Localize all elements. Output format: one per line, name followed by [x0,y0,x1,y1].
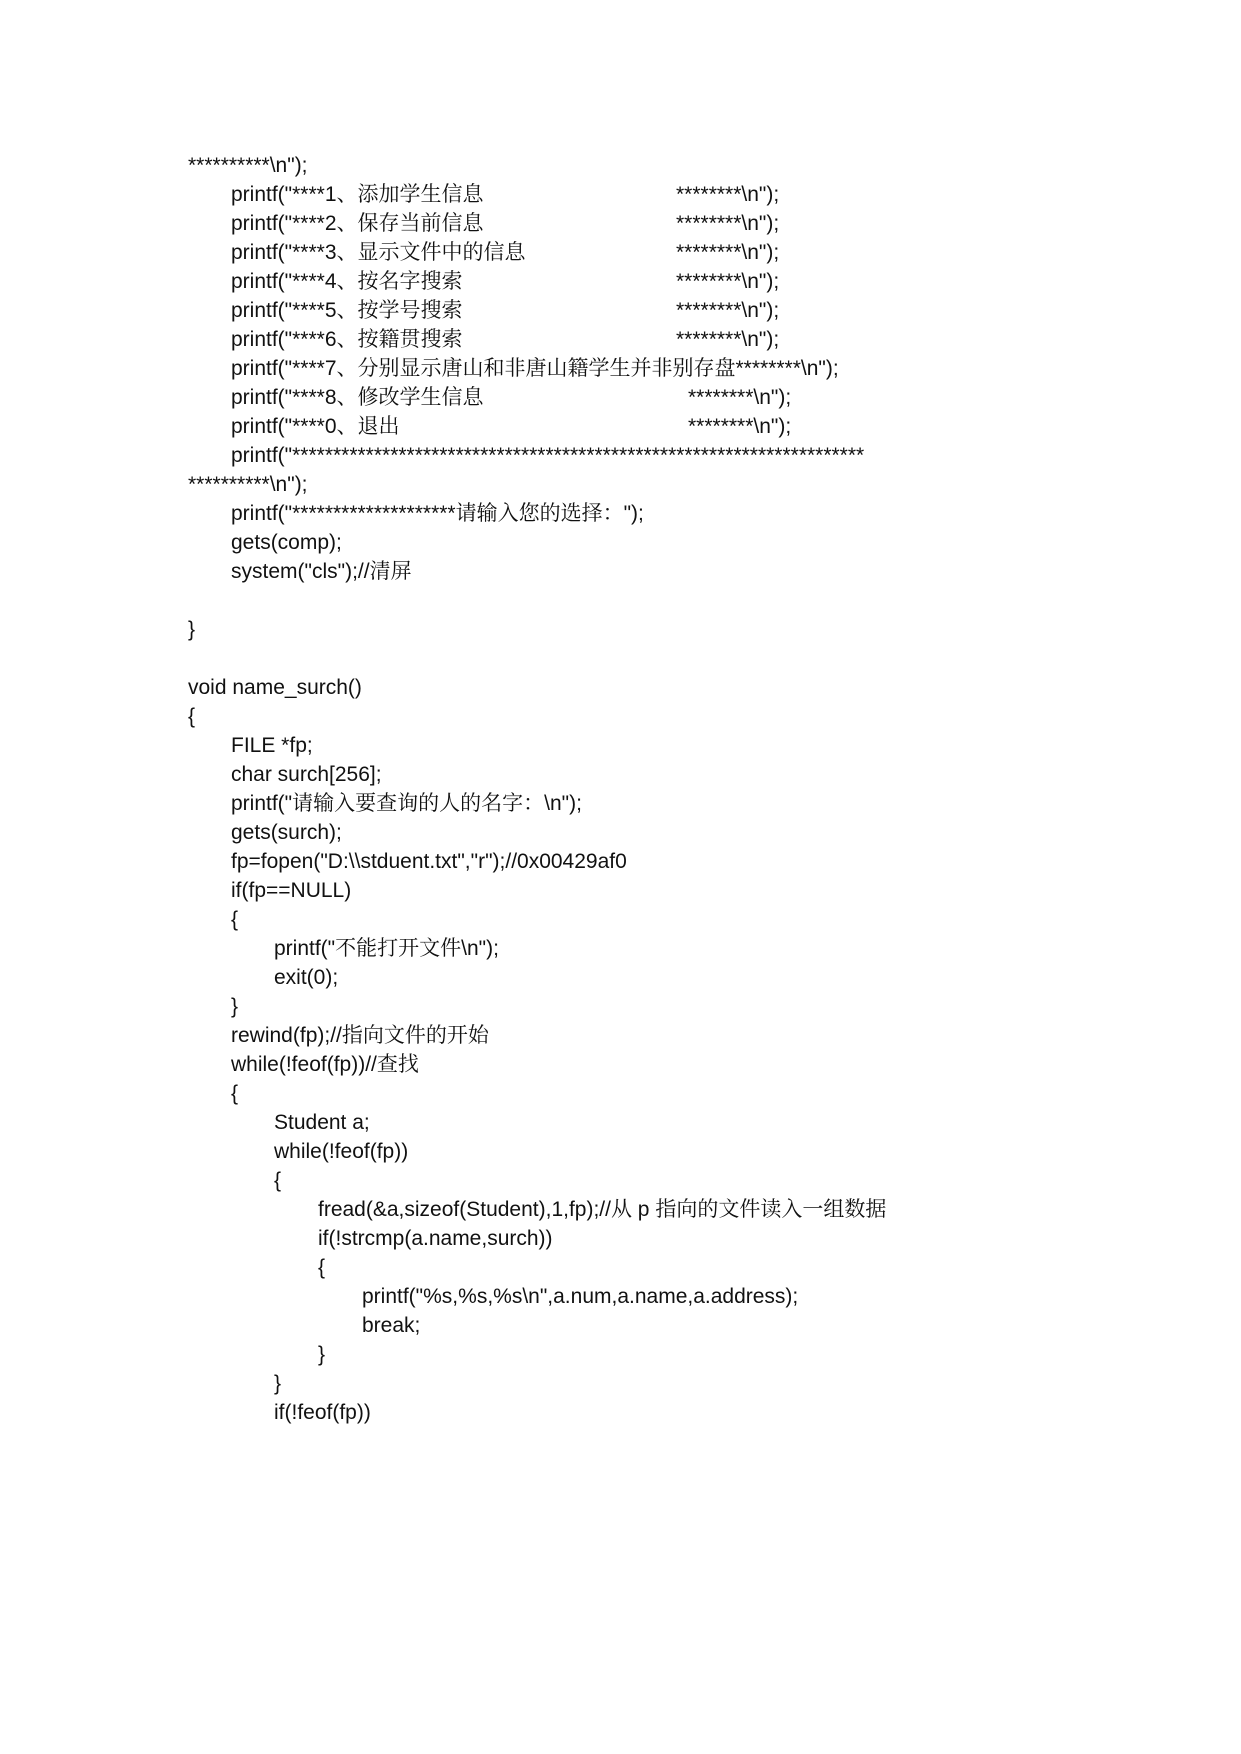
code-line: exit(0); [274,966,339,989]
code-line-tail: ********\n"); [676,212,780,235]
code-line: **********\n"); [188,473,308,496]
code-line: } [274,1372,282,1395]
code-line: FILE *fp; [231,734,313,757]
code-line: printf("****2、保存当前信息 [231,212,484,235]
code-line: void name_surch() [188,676,362,699]
code-line-tail: ********\n"); [688,386,792,409]
code-line: { [231,1082,239,1105]
code-line: if(!strcmp(a.name,surch)) [318,1227,553,1250]
code-line: char surch[256]; [231,763,382,786]
code-line: gets(surch); [231,821,342,844]
code-line: printf("请输入要查询的人的名字：\n"); [231,792,582,815]
code-line: while(!feof(fp)) [274,1140,409,1163]
code-line: printf("****7、分别显示唐山和非唐山籍学生并非别存盘********\n"); [231,357,839,380]
code-line: } [318,1343,326,1366]
code-line: if(!feof(fp)) [274,1401,371,1424]
code-line: printf("%s,%s,%s\n",a.num,a.name,a.address); [362,1285,799,1308]
code-line-tail: ********\n"); [688,415,792,438]
code-line: { [318,1256,326,1279]
code-line: printf("********************请输入您的选择："); [231,502,644,525]
code-line-tail: ********\n"); [676,241,780,264]
code-line: break; [362,1314,421,1337]
code-line: Student a; [274,1111,370,1134]
code-line: **********\n"); [188,154,308,177]
code-line: printf("****1、添加学生信息 [231,183,484,206]
code-line-tail: ********\n"); [676,328,780,351]
code-line: printf("****6、按籍贯搜索 [231,328,463,351]
code-line: fread(&a,sizeof(Student),1,fp);//从 p 指向的文件读入一组数据 [318,1198,887,1221]
code-line: system("cls");//清屏 [231,560,412,583]
code-line-tail: ********\n"); [676,299,780,322]
code-line: printf("****5、按学号搜索 [231,299,463,322]
code-line: printf("不能打开文件\n"); [274,937,499,960]
code-line: printf("****8、修改学生信息 [231,386,484,409]
code-line: gets(comp); [231,531,342,554]
code-line: rewind(fp);//指向文件的开始 [231,1024,489,1047]
code-line-tail: ********\n"); [676,183,780,206]
code-line: printf("****3、显示文件中的信息 [231,241,526,264]
code-line-tail: ********\n"); [676,270,780,293]
code-line: printf("********************************************************************** [231,444,865,467]
code-line: while(!feof(fp))//查找 [231,1053,419,1076]
code-line: fp=fopen("D:\\stduent.txt","r");//0x00429af0 [231,850,627,873]
code-line: } [231,995,239,1018]
code-line: printf("****4、按名字搜索 [231,270,463,293]
code-line: } [188,618,196,641]
code-line: printf("****0、退出 [231,415,400,438]
code-line: { [188,705,196,728]
code-line: { [274,1169,282,1192]
code-line: { [231,908,239,931]
code-line: if(fp==NULL) [231,879,352,902]
